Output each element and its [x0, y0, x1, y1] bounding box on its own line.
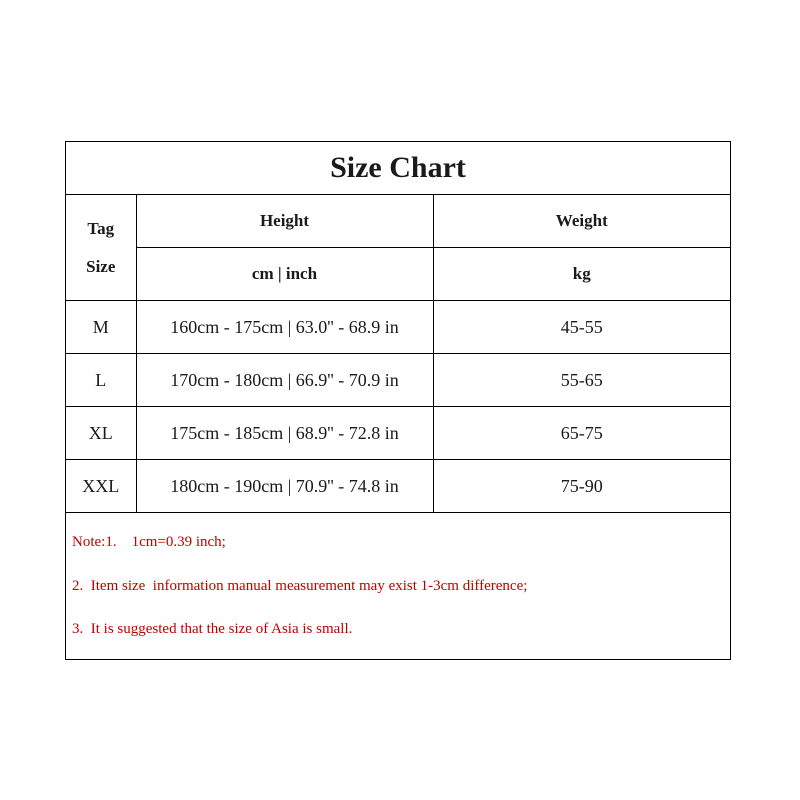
note-item: Note:1. 1cm=0.39 inch;	[72, 534, 226, 550]
note-item: 3. It is suggested that the size of Asia is small.	[72, 621, 353, 637]
weight-cell: 65-75	[433, 407, 730, 460]
height-cell: 175cm - 185cm | 68.9'' - 72.8 in	[136, 407, 433, 460]
table-row	[66, 354, 730, 407]
tag-header-line2: Size	[86, 256, 116, 276]
size-cell: XL	[66, 407, 136, 460]
height-cell: 160cm - 175cm | 63.0'' - 68.9 in	[136, 301, 433, 354]
height-header: Height	[136, 195, 433, 248]
table-row	[66, 301, 730, 354]
size-chart	[65, 141, 731, 660]
weight-cell: 45-55	[433, 301, 730, 354]
size-cell: XXL	[66, 460, 136, 513]
height-unit-header: cm | inch	[136, 248, 433, 301]
tag-header-line1: Tag	[87, 218, 115, 238]
size-table	[66, 142, 730, 513]
note-item: 2. Item size information manual measurement may exist 1-3cm difference;	[72, 578, 528, 594]
table-row	[66, 460, 730, 513]
weight-cell: 55-65	[433, 354, 730, 407]
chart-title: Size Chart	[66, 142, 730, 195]
height-cell: 180cm - 190cm | 70.9'' - 74.8 in	[136, 460, 433, 513]
notes-section	[66, 514, 730, 659]
table-row	[66, 407, 730, 460]
weight-unit-header: kg	[433, 248, 730, 301]
size-cell: L	[66, 354, 136, 407]
weight-cell: 75-90	[433, 460, 730, 513]
weight-header: Weight	[433, 195, 730, 248]
size-cell: M	[66, 301, 136, 354]
tag-size-header	[66, 195, 136, 301]
height-cell: 170cm - 180cm | 66.9'' - 70.9 in	[136, 354, 433, 407]
